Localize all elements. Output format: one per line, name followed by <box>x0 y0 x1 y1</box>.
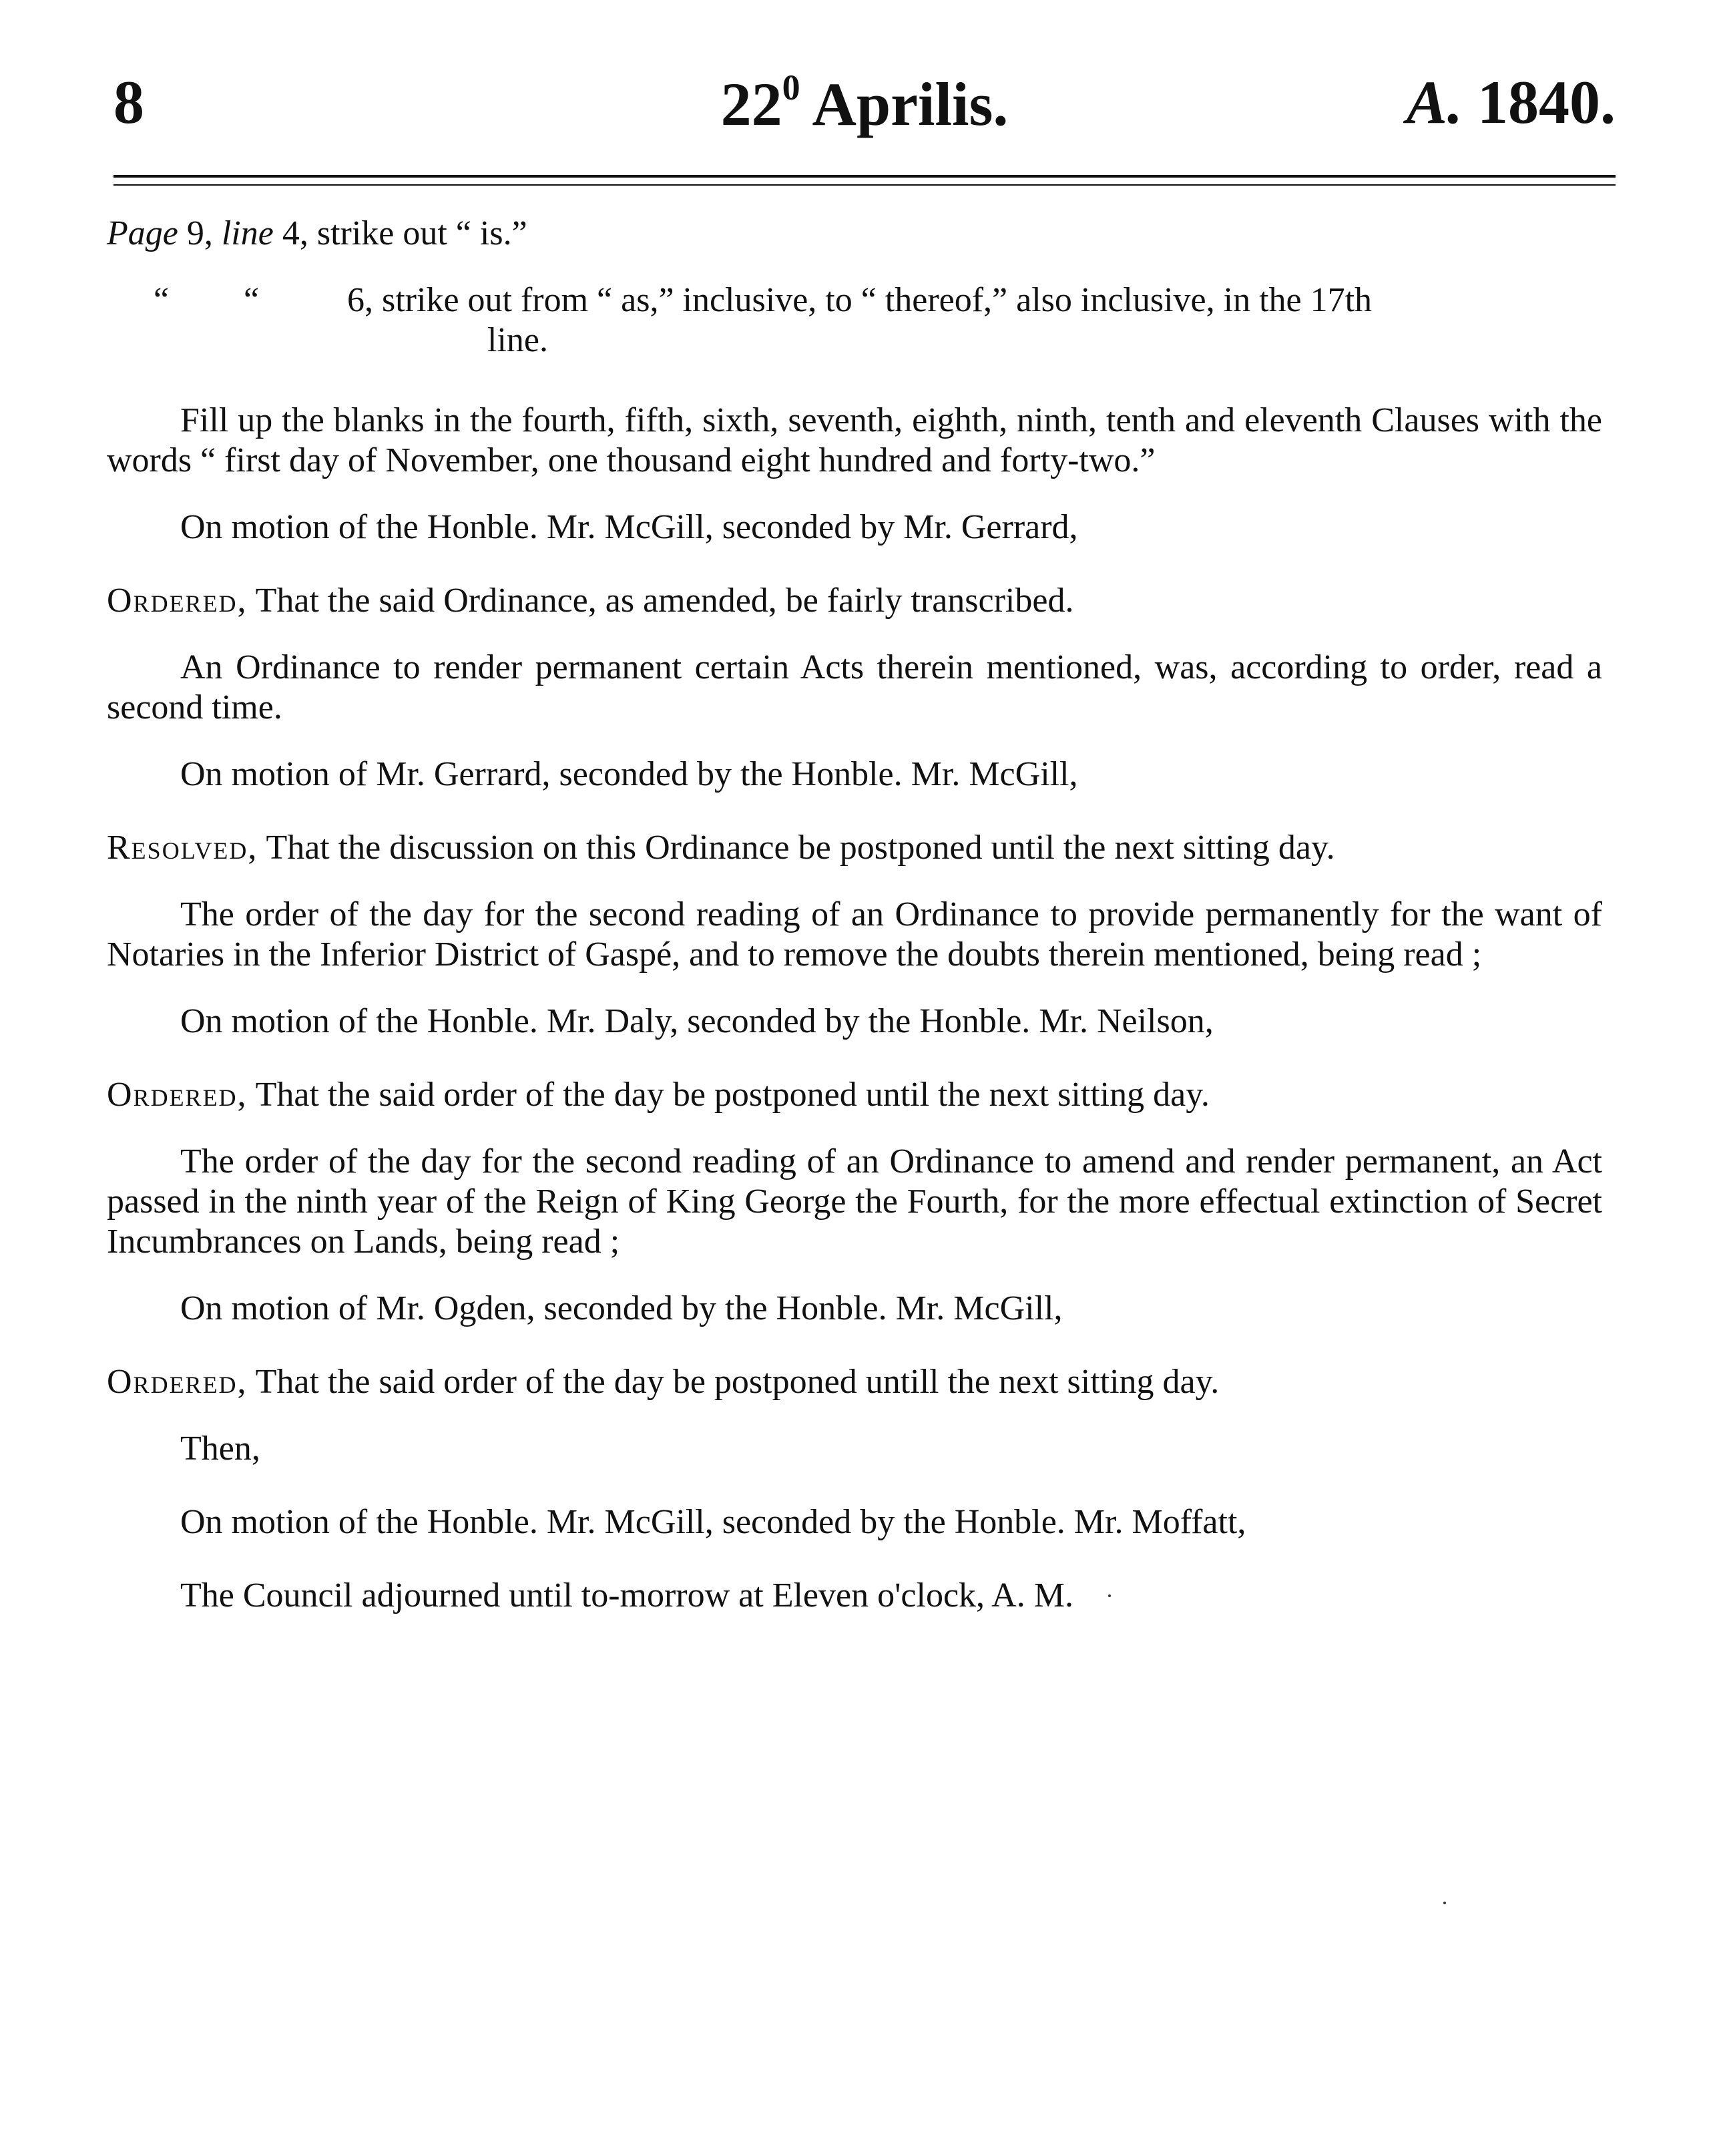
ordered-postponed-2 <box>107 1362 1602 1402</box>
motion-daly-neilson: On motion of the Honble. Mr. Daly, seconded by the Honble. Mr. Neilson, <box>180 1002 1214 1040</box>
header-rule-thin <box>113 184 1616 186</box>
amendment-line-2 <box>107 280 1602 361</box>
ordered-label: Ordered, <box>107 1363 248 1401</box>
date-month: Aprilis. <box>812 70 1009 138</box>
amendment-line-1 <box>107 214 1602 254</box>
paragraph-ordinance-permanent: An Ordinance to render permanent certain Acts therein mentioned, was, according to order, read a second time. <box>107 648 1602 726</box>
motion-gerrard-mcgill: On motion of Mr. Gerrard, seconded by the Honble. Mr. McGill, <box>180 755 1078 793</box>
header-rule-thick <box>113 175 1616 178</box>
print-speck <box>1443 1902 1446 1904</box>
year-value: 1840. <box>1477 68 1616 136</box>
motion-mcgill-gerrard: On motion of the Honble. Mr. McGill, seconded by Mr. Gerrard, <box>180 508 1078 546</box>
paragraph-order-notaries: The order of the day for the second reading of an Ordinance to provide permanently for the want of Notaries in the Inferior District of Gaspé, and to remove the doubts therein mentioned, being read ; <box>107 895 1602 974</box>
document-body <box>107 214 1602 1649</box>
print-speck <box>1108 1594 1111 1597</box>
ordered-text: That the said Ordinance, as amended, be fairly transcribed. <box>255 582 1074 620</box>
ordered-label: Ordered, <box>107 1076 248 1114</box>
amendment-page-number: 9, <box>186 214 213 252</box>
page-number: 8 <box>113 68 144 136</box>
resolved-text: That the discussion on this Ordinance be postponed until the next sitting day. <box>266 829 1335 867</box>
paragraph-then: Then, <box>180 1430 260 1468</box>
resolved-label: Resolved, <box>107 829 258 867</box>
amendment-page-label: Page <box>107 214 178 252</box>
date-day: 22 <box>720 70 782 138</box>
paragraph-fill-up-blanks: Fill up the blanks in the fourth, fifth, sixth, seventh, eighth, ninth, tenth and eleventh Clauses with the words “ first day of November, one thousand eight hundred and forty-two.” <box>107 401 1602 479</box>
header-year <box>1407 67 1616 138</box>
ditto-mark-line: “ <box>244 281 260 319</box>
date-superscript: 0 <box>782 67 800 107</box>
motion-ogden-mcgill: On motion of Mr. Ogden, seconded by the Honble. Mr. McGill, <box>180 1289 1063 1327</box>
amendment-2-text: 6, strike out from “ as,” inclusive, to “ thereof,” also inclusive, in the 17th <box>347 281 1373 319</box>
resolved-postponed <box>107 828 1602 868</box>
ditto-mark-page: “ <box>154 281 170 319</box>
ordered-label: Ordered, <box>107 582 248 620</box>
amendment-2-continuation: line. <box>487 321 548 359</box>
year-prefix: A. <box>1406 68 1463 136</box>
amendment-line-label: line <box>221 214 274 252</box>
paragraph-council-adjourned: The Council adjourned until to-morrow at Eleven o'clock, A. M. <box>180 1576 1073 1614</box>
page-header <box>113 67 1616 140</box>
ordered-postponed-1 <box>107 1075 1602 1115</box>
motion-mcgill-moffatt: On motion of the Honble. Mr. McGill, seconded by the Honble. Mr. Moffatt, <box>180 1503 1246 1541</box>
paragraph-order-incumbrances: The order of the day for the second reading of an Ordinance to amend and render permanent, an Act passed in the ninth year of the Reign of King George the Fourth, for the more effectual extinction of Secret Incumbrances on Lands, being read ; <box>107 1142 1602 1261</box>
ordered-text: That the said order of the day be postponed until the next sitting day. <box>255 1076 1210 1114</box>
header-date <box>113 67 1616 140</box>
amendment-line-text: 4, strike out “ is.” <box>282 214 527 252</box>
ordered-transcribed <box>107 581 1602 621</box>
ordered-text: That the said order of the day be postponed untill the next sitting day. <box>255 1363 1220 1401</box>
